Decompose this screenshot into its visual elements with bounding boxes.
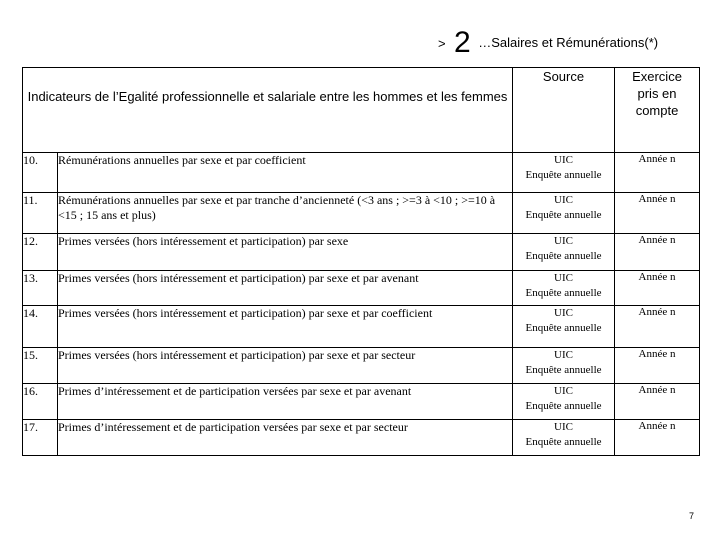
- indicators-table: [22, 67, 700, 456]
- row-number: 13.: [23, 271, 58, 306]
- table-row: [23, 384, 700, 420]
- row-source-org: UIC: [554, 307, 573, 319]
- row-source-org: UIC: [554, 194, 573, 206]
- row-source-org: UIC: [554, 385, 573, 397]
- row-source: [513, 193, 615, 234]
- row-source-survey: Enquête annuelle: [525, 209, 602, 221]
- header-exercise: [615, 68, 700, 153]
- row-number: 12.: [23, 234, 58, 271]
- section-title: …Salaires et Rémunérations(*): [478, 35, 659, 50]
- row-exercise: Année n: [615, 234, 700, 271]
- row-exercise: Année n: [615, 153, 700, 193]
- table-row: [23, 420, 700, 456]
- table-row: [23, 153, 700, 193]
- row-source: [513, 234, 615, 271]
- table-row: [23, 193, 700, 234]
- row-label: Rémunérations annuelles par sexe et par coefficient: [58, 153, 513, 193]
- header-indicator: Indicateurs de l’Egalité professionnelle et salariale entre les hommes et les femmes: [23, 68, 513, 153]
- row-source-survey: Enquête annuelle: [525, 364, 602, 376]
- row-number: 11.: [23, 193, 58, 234]
- row-label: Primes d’intéressement et de participation versées par sexe et par secteur: [58, 420, 513, 456]
- row-label: Rémunérations annuelles par sexe et par tranche d’ancienneté (<3 ans ; >=3 à <10 ; >=10 à <15 ; 15 ans et plus): [58, 193, 513, 234]
- row-source: [513, 384, 615, 420]
- row-source: [513, 271, 615, 306]
- row-source-survey: Enquête annuelle: [525, 436, 602, 448]
- row-source: [513, 348, 615, 384]
- row-number: 17.: [23, 420, 58, 456]
- row-exercise: Année n: [615, 193, 700, 234]
- row-source-survey: Enquête annuelle: [525, 287, 602, 299]
- row-label: Primes d’intéressement et de participation versées par sexe et par avenant: [58, 384, 513, 420]
- row-source-survey: Enquête annuelle: [525, 322, 602, 334]
- row-source-org: UIC: [554, 349, 573, 361]
- row-label: Primes versées (hors intéressement et participation) par sexe: [58, 234, 513, 271]
- header-source: Source: [513, 68, 615, 153]
- table-row: [23, 271, 700, 306]
- table-row: [23, 348, 700, 384]
- header-exercise-text: Exercice pris en compte: [632, 69, 682, 118]
- row-source-org: UIC: [554, 272, 573, 284]
- row-label: Primes versées (hors intéressement et participation) par sexe et par avenant: [58, 271, 513, 306]
- section-header: [438, 26, 658, 60]
- row-source-org: UIC: [554, 154, 573, 166]
- row-number: 10.: [23, 153, 58, 193]
- row-exercise: Année n: [615, 271, 700, 306]
- page-number: 7: [689, 511, 695, 521]
- row-label: Primes versées (hors intéressement et participation) par sexe et par secteur: [58, 348, 513, 384]
- row-source-survey: Enquête annuelle: [525, 250, 602, 262]
- table-header-row: [23, 68, 700, 153]
- row-label: Primes versées (hors intéressement et participation) par sexe et par coefficient: [58, 306, 513, 348]
- table-row: [23, 306, 700, 348]
- row-source-survey: Enquête annuelle: [525, 169, 602, 181]
- row-source-survey: Enquête annuelle: [525, 400, 602, 412]
- row-source: [513, 153, 615, 193]
- row-exercise: Année n: [615, 306, 700, 348]
- row-number: 15.: [23, 348, 58, 384]
- row-number: 14.: [23, 306, 58, 348]
- row-source: [513, 420, 615, 456]
- row-exercise: Année n: [615, 384, 700, 420]
- row-number: 16.: [23, 384, 58, 420]
- section-number: 2: [454, 26, 471, 59]
- section-arrow: >: [438, 36, 446, 51]
- row-source: [513, 306, 615, 348]
- row-exercise: Année n: [615, 348, 700, 384]
- row-exercise: Année n: [615, 420, 700, 456]
- table-row: [23, 234, 700, 271]
- row-source-org: UIC: [554, 235, 573, 247]
- row-source-org: UIC: [554, 421, 573, 433]
